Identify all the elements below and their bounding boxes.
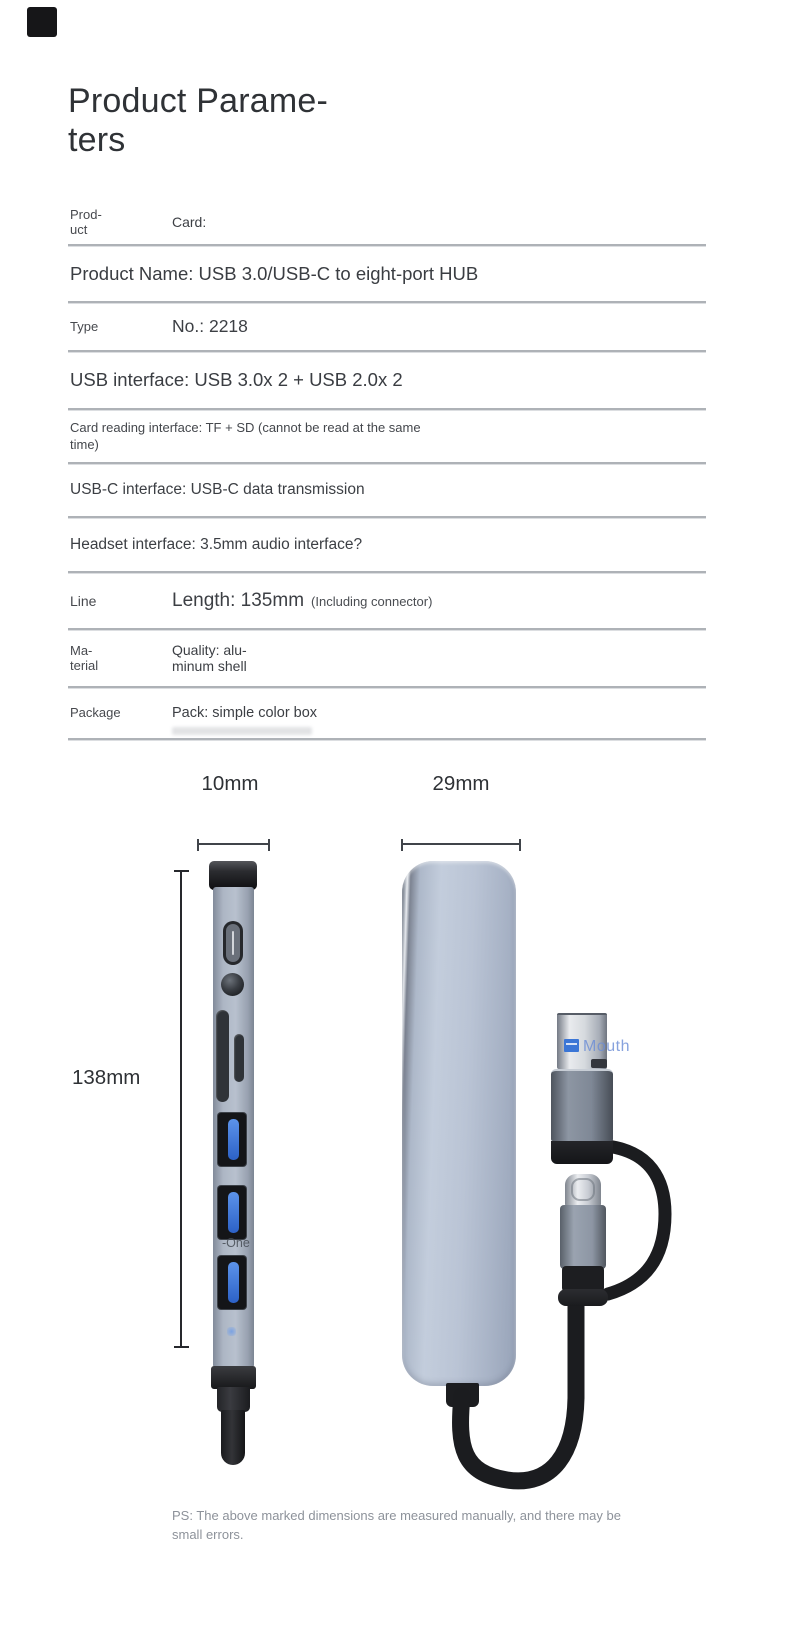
usba-adapter-housing [551,1069,613,1141]
spec-label-product-line1: Prod- [70,206,102,222]
spec-label-line: Line [70,592,97,609]
spec-value-length-suffix: (Including connector) [311,593,433,609]
page-title-line1: Product Parame- [68,82,328,120]
spec-label-material-line2: terial [70,658,99,673]
usbc-plug-tip [565,1174,601,1207]
watermark-one: -One [222,1236,250,1250]
spec-value-card: Card: [172,214,207,230]
usbc-plug-body [560,1205,606,1269]
page-title-line2: ters [68,121,126,159]
spec-value-length-main: Length: 135mm [172,589,305,611]
spec-value-usbc-interface: USB-C interface: USB-C data transmission [70,481,365,498]
footnote [172,1506,621,1544]
spec-label-type: Type [70,318,99,334]
spec-value-material-line2: minum shell [172,658,247,674]
usb-logo-icon [591,1059,607,1068]
spec-value-package: Pack: simple color box [172,705,318,721]
spec-value-usb-interface: USB interface: USB 3.0x 2 + USB 2.0x 2 [70,369,403,390]
spec-label-package: Package [70,705,121,721]
spec-label-material-line1: Ma- [70,642,93,658]
spec-value-type-no: No.: 2218 [172,316,248,336]
footnote-line1: PS: The above marked dimensions are measured manually, and there may be [172,1508,621,1523]
spec-value-card-reading-line1: Card reading interface: TF + SD (cannot be read at the same [70,420,421,435]
usba-adapter-band [551,1141,613,1164]
width-label-29mm: 29mm [432,772,490,795]
usbc-plug-collar [558,1289,608,1306]
width-label-10mm: 10mm [201,772,259,795]
main-cable [461,1302,576,1481]
usba-blue-label-icon [564,1039,579,1052]
tether-cable [606,1146,665,1294]
footnote-line2: small errors. [172,1527,244,1542]
spec-value-headset-interface: Headset interface: 3.5mm audio interface? [70,535,363,553]
spec-value-material-line1: Quality: alu- [172,641,247,658]
spec-label-product-line2: uct [70,222,88,237]
spec-value-card-reading-line2: time) [70,437,99,452]
watermark-mouth: Mouth [583,1038,630,1055]
height-label-138mm: 138mm [72,1066,141,1089]
spec-value-product-name: Product Name: USB 3.0/USB-C to eight-port HUB [70,262,479,284]
